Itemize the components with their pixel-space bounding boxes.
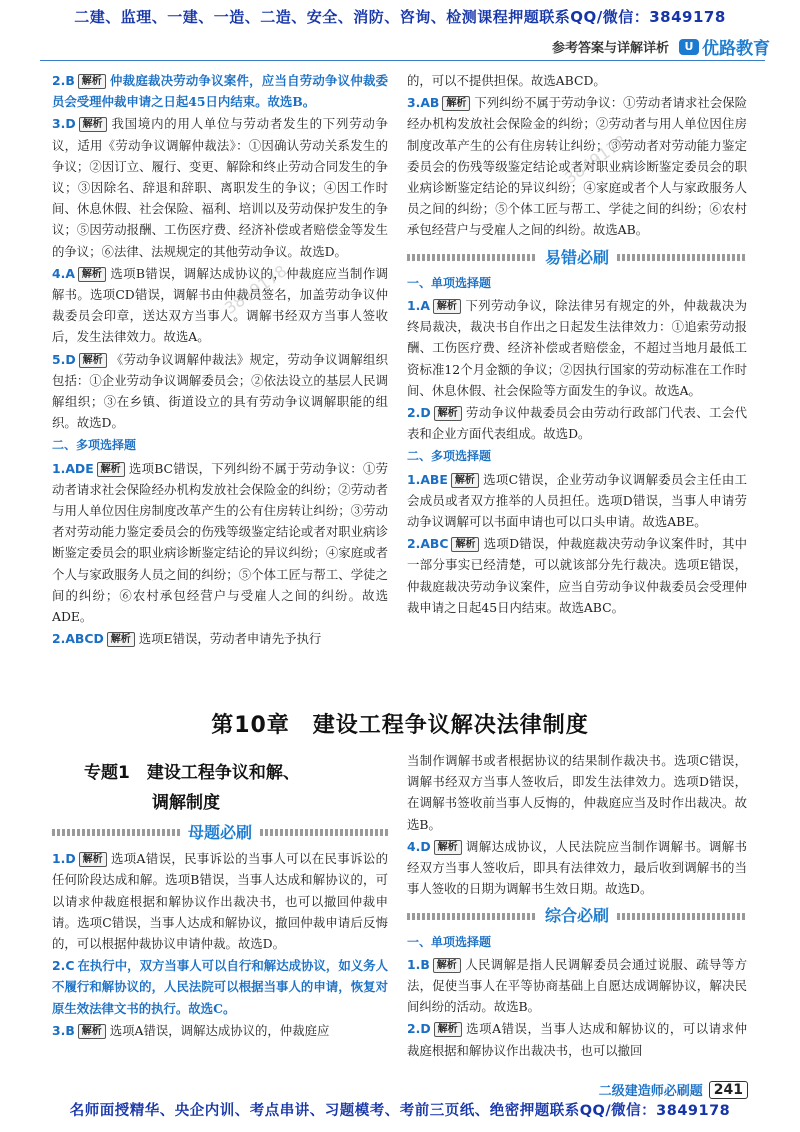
answer-number: 1.A: [407, 298, 430, 314]
page-footer: [599, 1080, 748, 1099]
answer-text: 选项B错误，调解达成协议的，仲裁庭应当制作调解书。选项CD错误，调解书由仲裁员签名，加盖劳动争议仲裁委员会印章，送达双方当事人。调解书经双方当事人签收后，发生法律效力。故选A。: [52, 265, 388, 345]
answer-number: 4.A: [52, 265, 75, 281]
band-rule: [617, 913, 747, 920]
answer-item: [52, 113, 388, 261]
answer-item: [52, 1020, 388, 1041]
analysis-tag: 解析: [107, 632, 135, 647]
answer-text: 仲裁庭裁决劳动争议案件，应当自劳动争议仲裁委员会受理仲裁申请之日起45日内结束。故选B。: [52, 73, 388, 110]
band-rule: [407, 254, 537, 261]
answer-number: 3.D: [52, 116, 76, 132]
section-heading: 一、单项选择题: [407, 934, 492, 949]
band-title: 综合必刷: [545, 906, 610, 926]
answer-item: [52, 70, 388, 112]
answer-text: 我国境内的用人单位与劳动者发生的下列劳动争议，适用《劳动争议调解仲裁法》：①因确认劳动关系发生的争议；②因订立、履行、变更、解除和终止劳动合同发生的争议；③因除名、辞退和辞职、离职发生的争议；④因工作时间、休息休假、社会保险、福利、培训以及劳动保护发生的争议；⑤因劳动报酬、工伤医疗费、经济补偿或者赔偿金等发生的争议；⑥法律、法规规定的其他劳动争议。故选D。: [52, 116, 388, 259]
answer-text: 劳动争议仲裁委员会由劳动行政部门代表、工会代表和企业方面代表组成。故选D。: [407, 405, 747, 442]
answer-number: 1.D: [52, 851, 76, 867]
analysis-tag: 解析: [434, 840, 462, 855]
chapter-title: 第10章 建设工程争议解决法律制度: [211, 713, 589, 738]
section-band: [407, 247, 747, 268]
page-header: [552, 34, 770, 59]
answer-item: [52, 349, 388, 434]
answer-text: 调解达成协议，人民法院应当制作调解书。调解书经双方当事人签收后，即具有法律效力，最后收到调解书的当事人签收的日期为调解书生效日期。故选D。: [407, 838, 747, 897]
answer-text: 下列劳动争议，除法律另有规定的外，仲裁裁决为终局裁决，裁决书自作出之日起发生法律效力：①追索劳动报酬、工伤医疗费、经济补偿或者赔偿金，不超过当地月最低工资标准12个月金额的争议；②因执行国家的劳动标准在工作时间、休息休假、社会保险等方面发生的争议。故选A。: [407, 298, 747, 398]
analysis-tag: 解析: [434, 406, 462, 421]
analysis-tag: 解析: [78, 74, 106, 89]
answer-number: 2.B: [52, 73, 75, 88]
band-rule: [52, 829, 180, 836]
analysis-tag: 解析: [433, 299, 461, 314]
answer-number: 3.B: [52, 1022, 75, 1038]
band-title: 母题必刷: [188, 823, 253, 842]
topic-title-line2: 调解制度: [152, 793, 220, 813]
answer-number: 1.ADE: [52, 460, 94, 476]
answer-number: 3.AB: [407, 95, 440, 111]
watermark: 3849178: [220, 261, 291, 318]
analysis-tag: 解析: [79, 353, 107, 368]
continued-text: 的，可以不提供担保。故选ABCD。: [407, 73, 606, 88]
answer-item: [407, 954, 747, 1018]
page-number: 241: [709, 1081, 748, 1099]
section-heading: 一、单项选择题: [407, 275, 492, 290]
answer-item: [407, 836, 747, 900]
section-heading: 二、多项选择题: [52, 438, 137, 453]
answer-number: 2.D: [407, 1021, 431, 1037]
answer-number: 1.ABE: [407, 471, 448, 487]
answer-number: 5.D: [52, 351, 76, 367]
answer-number: 2.ABCD: [52, 631, 104, 647]
band-rule: [407, 913, 537, 920]
section-heading: 二、多项选择题: [407, 449, 492, 464]
answer-item: [52, 955, 388, 1019]
answer-text: 在执行中，双方当事人可以自行和解达成协议，如义务人不履行和解协议的，人民法院可以根据当事人的申请，恢复对原生效法律文书的执行。故选C。: [52, 958, 388, 1016]
analysis-tag: 解析: [79, 852, 107, 867]
left-column-bottom: [52, 760, 388, 1042]
answer-item: [407, 1018, 747, 1060]
analysis-tag: 解析: [442, 96, 470, 111]
topic-title-line1: 专题1 建设工程争议和解、: [84, 763, 300, 783]
logo-text: 优路教育: [702, 39, 770, 59]
section-band: [52, 822, 388, 843]
answer-text: 选项C错误，企业劳动争议调解委员会主任由工会成员或者双方推举的人员担任。选项D错误，当事人申请劳动争议调解可以书面申请也可以口头申请。故选ABE。: [407, 471, 747, 530]
answer-text: 选项A错误，当事人达成和解协议的，可以请求仲裁庭根据和解协议作出裁决书，也可以撤回: [407, 1021, 747, 1058]
analysis-tag: 解析: [78, 267, 106, 282]
analysis-tag: 解析: [97, 462, 125, 477]
answer-number: 2.ABC: [407, 536, 449, 552]
answer-item: [407, 469, 747, 533]
answer-item: [407, 295, 747, 401]
answer-item: [407, 402, 747, 444]
analysis-tag: 解析: [451, 473, 479, 488]
brand-logo: [679, 34, 770, 59]
answer-number: 4.D: [407, 838, 431, 854]
analysis-tag: 解析: [451, 537, 479, 552]
answer-text: 选项A错误，民事诉讼的当事人可以在民事诉讼的任何阶段达成和解。选项B错误，当事人达成和解协议的，可以请求仲裁庭根据和解协议作出裁决书，也可以撤回仲裁申请。选项C错误，当事人达成和解协议，撤回仲裁申请后反悔的，可以根据仲裁协议申请仲裁。故选D。: [52, 851, 388, 952]
left-column-top: [52, 70, 388, 650]
band-rule: [617, 254, 747, 261]
right-column-bottom: [407, 750, 747, 1062]
answer-number: 2.D: [407, 405, 431, 421]
right-column-top: [407, 70, 747, 619]
analysis-tag: 解析: [78, 1024, 106, 1039]
answer-text: 选项BC错误，下列纠纷不属于劳动争议：①劳动者请求社会保险经办机构发放社会保险金的纠纷；②劳动者与用人单位因住房制度改革产生的公有住房转让纠纷；③劳动者对劳动能力鉴定委员会的伤残等级鉴定结论或者对职业病诊断鉴定委员会的职业病诊断鉴定结论的异议纠纷；④家庭或者个人与家政服务人员之间的纠纷；⑤个体工匠与帮工、学徒之间的纠纷；⑥农村承包经营户与受雇人之间的纠纷。故选ADE。: [52, 460, 388, 625]
answer-number: 2.C: [52, 958, 75, 974]
top-promo-banner: 二建、监理、一建、一造、二造、安全、消防、咨询、检测课程押题联系QQ/微信：3849178: [74, 8, 726, 26]
answer-text: 选项E错误，劳动者申请先予执行: [138, 631, 322, 647]
analysis-tag: 解析: [434, 1022, 462, 1037]
header-subtitle: 参考答案与详解详析: [551, 41, 669, 56]
header-rule: [40, 60, 765, 61]
answer-item: [52, 263, 388, 348]
band-rule: [260, 829, 388, 836]
analysis-tag: 解析: [433, 958, 461, 973]
band-title: 易错必刷: [545, 247, 610, 267]
answer-text: 选项A错误，调解达成协议的，仲裁庭应: [109, 1022, 330, 1038]
answer-item: [52, 628, 388, 649]
bottom-promo-banner: 名师面授精华、央企内训、考点串讲、习题模考、考前三页纸、绝密押题联系QQ/微信：3849178: [69, 1103, 731, 1119]
answer-text: 《劳动争议调解仲裁法》规定，劳动争议调解组织包括：①企业劳动争议调解委员会；②依法设立的基层人民调解组织；③在乡镇、街道设立的具有劳动争议调解职能的组织。故选D。: [52, 351, 388, 431]
answer-item: [407, 533, 747, 618]
book-title: 二级建造师必刷题: [598, 1084, 703, 1099]
section-band: [407, 905, 747, 926]
analysis-tag: 解析: [79, 117, 107, 132]
logo-icon: U: [679, 39, 699, 55]
continued-text: 当制作调解书或者根据协议的结果制作裁决书。选项C错误，调解书经双方当事人签收后，即发生法律效力。选项D错误，在调解书签收前当事人反悔的，仲裁庭应当及时作出裁决。故选B。: [407, 753, 747, 832]
answer-number: 1.B: [407, 956, 430, 972]
answer-text: 下列纠纷不属于劳动争议：①劳动者请求社会保险经办机构发放社会保险金的纠纷；②劳动者与用人单位因住房制度改革产生的公有住房转让纠纷；③劳动者对劳动能力鉴定委员会的伤残等级鉴定结论或者对职业病诊断鉴定委员会的职业病诊断鉴定结论的异议纠纷；④家庭或者个人与家政服务人员之间的纠纷；⑤个体工匠与帮工、学徒之间的纠纷；⑥农村承包经营户与受雇人之间的纠纷。故选AB。: [407, 95, 747, 238]
answer-item: [52, 848, 388, 954]
answer-text: 人民调解是指人民调解委员会通过说服、疏导等方法，促使当事人在平等协商基础上自愿达成调解协议，解决民间纠纷的活动。故选B。: [407, 956, 747, 1015]
answer-item: [52, 458, 388, 628]
answer-text: 选项D错误，仲裁庭裁决劳动争议案件时，其中一部分事实已经清楚，可以就该部分先行裁决。选项E错误，仲裁庭裁决劳动争议案件，应当自劳动争议仲裁委员会受理仲裁申请之日起45日内结束。故选ABC。: [407, 536, 747, 615]
watermark: 3849178: [560, 131, 631, 188]
